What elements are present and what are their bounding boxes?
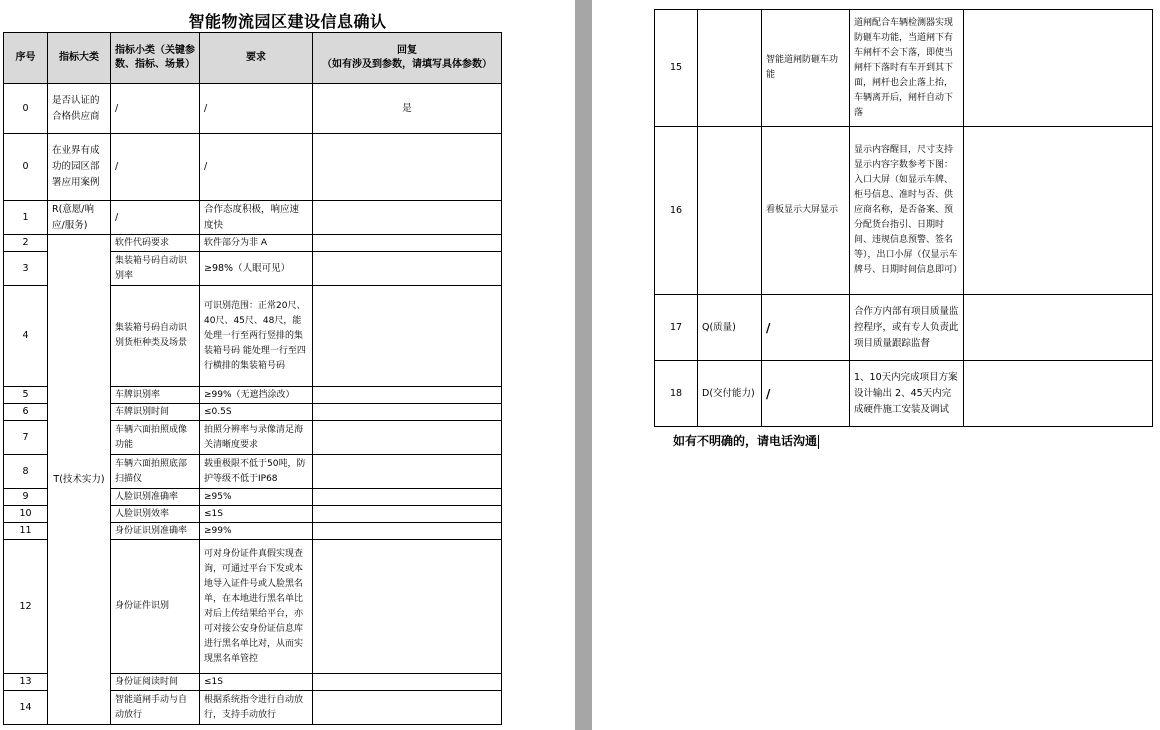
cell-seq: 0 — [4, 134, 48, 201]
cell-req: / — [200, 84, 313, 134]
table-row — [655, 127, 1153, 295]
cell-category-tech: T(技术实力) — [48, 235, 111, 725]
cell-reply[interactable] — [964, 361, 1153, 427]
table-row — [655, 295, 1153, 361]
cell-seq: 9 — [4, 489, 48, 506]
table-header-row — [4, 33, 502, 84]
cell-seq: 5 — [4, 387, 48, 404]
cell-req: 1、10天内完成项目方案设计输出 2、45天内完成硬件施工安装及调试 — [850, 361, 964, 427]
cell-req: ≥98%（人眼可见） — [200, 252, 313, 286]
cell-category: R(意愿/响应/服务) — [48, 201, 111, 235]
cell-category: Q(质量) — [698, 295, 762, 361]
cell-req: 可识别范围：正常20尺、40尺、45尺、48尺，能处理一行至两行竖排的集装箱号码 能处理一行至四行横排的集装箱号码 — [200, 286, 313, 387]
cell-reply[interactable] — [313, 540, 502, 674]
cell-reply[interactable] — [313, 134, 502, 201]
cell-seq: 10 — [4, 506, 48, 523]
requirements-table-continued — [654, 9, 1153, 427]
cell-sub: 智能道闸手动与自动放行 — [111, 691, 200, 725]
cell-req: ≥99%（无遮挡涂改） — [200, 387, 313, 404]
header-category: 指标大类 — [48, 33, 111, 84]
cell-seq: 11 — [4, 523, 48, 540]
cell-seq: 3 — [4, 252, 48, 286]
cell-sub: 软件代码要求 — [111, 235, 200, 252]
cell-sub: / — [111, 134, 200, 201]
header-seq: 序号 — [4, 33, 48, 84]
cell-reply[interactable] — [313, 506, 502, 523]
cell-reply[interactable] — [313, 387, 502, 404]
cell-req: / — [200, 134, 313, 201]
cell-reply[interactable]: 是 — [313, 84, 502, 134]
cell-category — [698, 10, 762, 127]
cell-reply[interactable] — [313, 523, 502, 540]
table-row — [655, 361, 1153, 427]
document-title: 智能物流园区建设信息确认 — [188, 12, 387, 31]
table-row — [4, 134, 502, 201]
cell-seq: 13 — [4, 674, 48, 691]
header-reply-label: 回复 — [397, 45, 417, 56]
document-page-right — [592, 0, 1160, 730]
cell-req: 显示内容醒目，尺寸支持显示内容字数参考下图：入口大屏（如显示车牌、柜号信息、准时与否、供应商名称，是否备案、预分配货台指引、日期时间、违规信息预警、签名等），出口小屏（仅显示车牌号、日期时间信息即可） — [850, 127, 964, 295]
cell-seq: 14 — [4, 691, 48, 725]
table-row — [655, 10, 1153, 127]
cell-req: ≤0.5S — [200, 404, 313, 421]
footer-note-text: 如有不明确的，请电话沟通 — [673, 434, 818, 448]
cell-req: ≥95% — [200, 489, 313, 506]
cell-req: 可对身份证件真假实现查询，可通过平台下发或本地导入证件号或人脸黑名单，在本地进行黑名单比对后上传结果给平台，亦可对接公安身份证信息库进行黑名单比对，从而实现黑名单管控 — [200, 540, 313, 674]
cell-req: 合作方内部有项目质量监控程序，或有专人负责此项目质量跟踪监督 — [850, 295, 964, 361]
cell-sub: 智能道闸防砸车功能 — [762, 10, 850, 127]
cell-req: 根据系统指令进行自动放行，支持手动放行 — [200, 691, 313, 725]
cell-seq: 8 — [4, 455, 48, 489]
cell-sub: / — [762, 295, 850, 361]
cell-reply[interactable] — [313, 455, 502, 489]
cell-category: 在业界有成功的园区部署应用案例 — [48, 134, 111, 201]
cell-reply[interactable] — [313, 404, 502, 421]
cell-sub: 身份证件识别 — [111, 540, 200, 674]
cell-sub: 车牌识别率 — [111, 387, 200, 404]
cell-reply[interactable] — [964, 10, 1153, 127]
cell-sub: / — [762, 361, 850, 427]
cell-reply[interactable] — [964, 295, 1153, 361]
cell-seq: 1 — [4, 201, 48, 235]
cell-seq: 6 — [4, 404, 48, 421]
cell-reply[interactable] — [313, 691, 502, 725]
header-reply — [313, 33, 502, 84]
cell-reply[interactable] — [313, 674, 502, 691]
header-requirement: 要求 — [200, 33, 313, 84]
cell-reply[interactable] — [313, 421, 502, 455]
cell-sub: / — [111, 201, 200, 235]
cell-category: D(交付能力) — [698, 361, 762, 427]
cell-seq: 4 — [4, 286, 48, 387]
cell-sub: 人脸识别效率 — [111, 506, 200, 523]
cell-req: ≤1S — [200, 506, 313, 523]
cell-reply[interactable] — [313, 489, 502, 506]
cell-category: 是否认证的合格供应商 — [48, 84, 111, 134]
cell-req: 合作态度积极，响应速度快 — [200, 201, 313, 235]
document-page-left — [0, 0, 575, 730]
cell-seq: 16 — [655, 127, 698, 295]
cell-sub: 身份证阅读时间 — [111, 674, 200, 691]
cell-req: 软件部分为非 A — [200, 235, 313, 252]
cell-seq: 2 — [4, 235, 48, 252]
cell-seq: 17 — [655, 295, 698, 361]
cell-sub: 集装箱号码自动识别率 — [111, 252, 200, 286]
cell-req: 载重极限不低于50吨，防护等级不低于IP68 — [200, 455, 313, 489]
header-subcategory: 指标小类（关键参数、指标、场景） — [111, 33, 200, 84]
text-cursor — [818, 435, 819, 449]
cell-sub: 车辆六面拍照底部扫描仪 — [111, 455, 200, 489]
cell-req: ≥99% — [200, 523, 313, 540]
cell-sub: 车辆六面拍照成像功能 — [111, 421, 200, 455]
cell-reply[interactable] — [313, 201, 502, 235]
cell-sub: 车牌识别时间 — [111, 404, 200, 421]
requirements-table — [3, 32, 502, 725]
cell-sub: 看板显示大屏显示 — [762, 127, 850, 295]
cell-seq: 0 — [4, 84, 48, 134]
cell-seq: 15 — [655, 10, 698, 127]
cell-sub: 集装箱号码自动识别货柜种类及场景 — [111, 286, 200, 387]
footer-note[interactable] — [673, 432, 819, 449]
table-row — [4, 84, 502, 134]
cell-req: ≤1S — [200, 674, 313, 691]
cell-seq: 7 — [4, 421, 48, 455]
cell-reply[interactable] — [313, 286, 502, 387]
cell-req: 拍照分辨率与录像清足海关清晰度要求 — [200, 421, 313, 455]
cell-seq: 18 — [655, 361, 698, 427]
table-row — [4, 201, 502, 235]
cell-reply[interactable] — [313, 252, 502, 286]
cell-seq: 12 — [4, 540, 48, 674]
cell-category — [698, 127, 762, 295]
table-row — [4, 235, 502, 252]
cell-sub: 人脸识别准确率 — [111, 489, 200, 506]
cell-sub: 身份证识别准确率 — [111, 523, 200, 540]
page-gutter — [575, 0, 592, 730]
header-reply-note: （如有涉及到参数，请填写具体参数） — [322, 59, 492, 70]
cell-reply[interactable] — [313, 235, 502, 252]
cell-req: 道闸配合车辆检测器实现防砸车功能，当道闸下有车闸杆不会下落，即使当闸杆下落时有车开到其下面，闸杆也会止落上抬，车辆离开后，闸杆自动下落 — [850, 10, 964, 127]
cell-reply[interactable] — [964, 127, 1153, 295]
cell-sub: / — [111, 84, 200, 134]
